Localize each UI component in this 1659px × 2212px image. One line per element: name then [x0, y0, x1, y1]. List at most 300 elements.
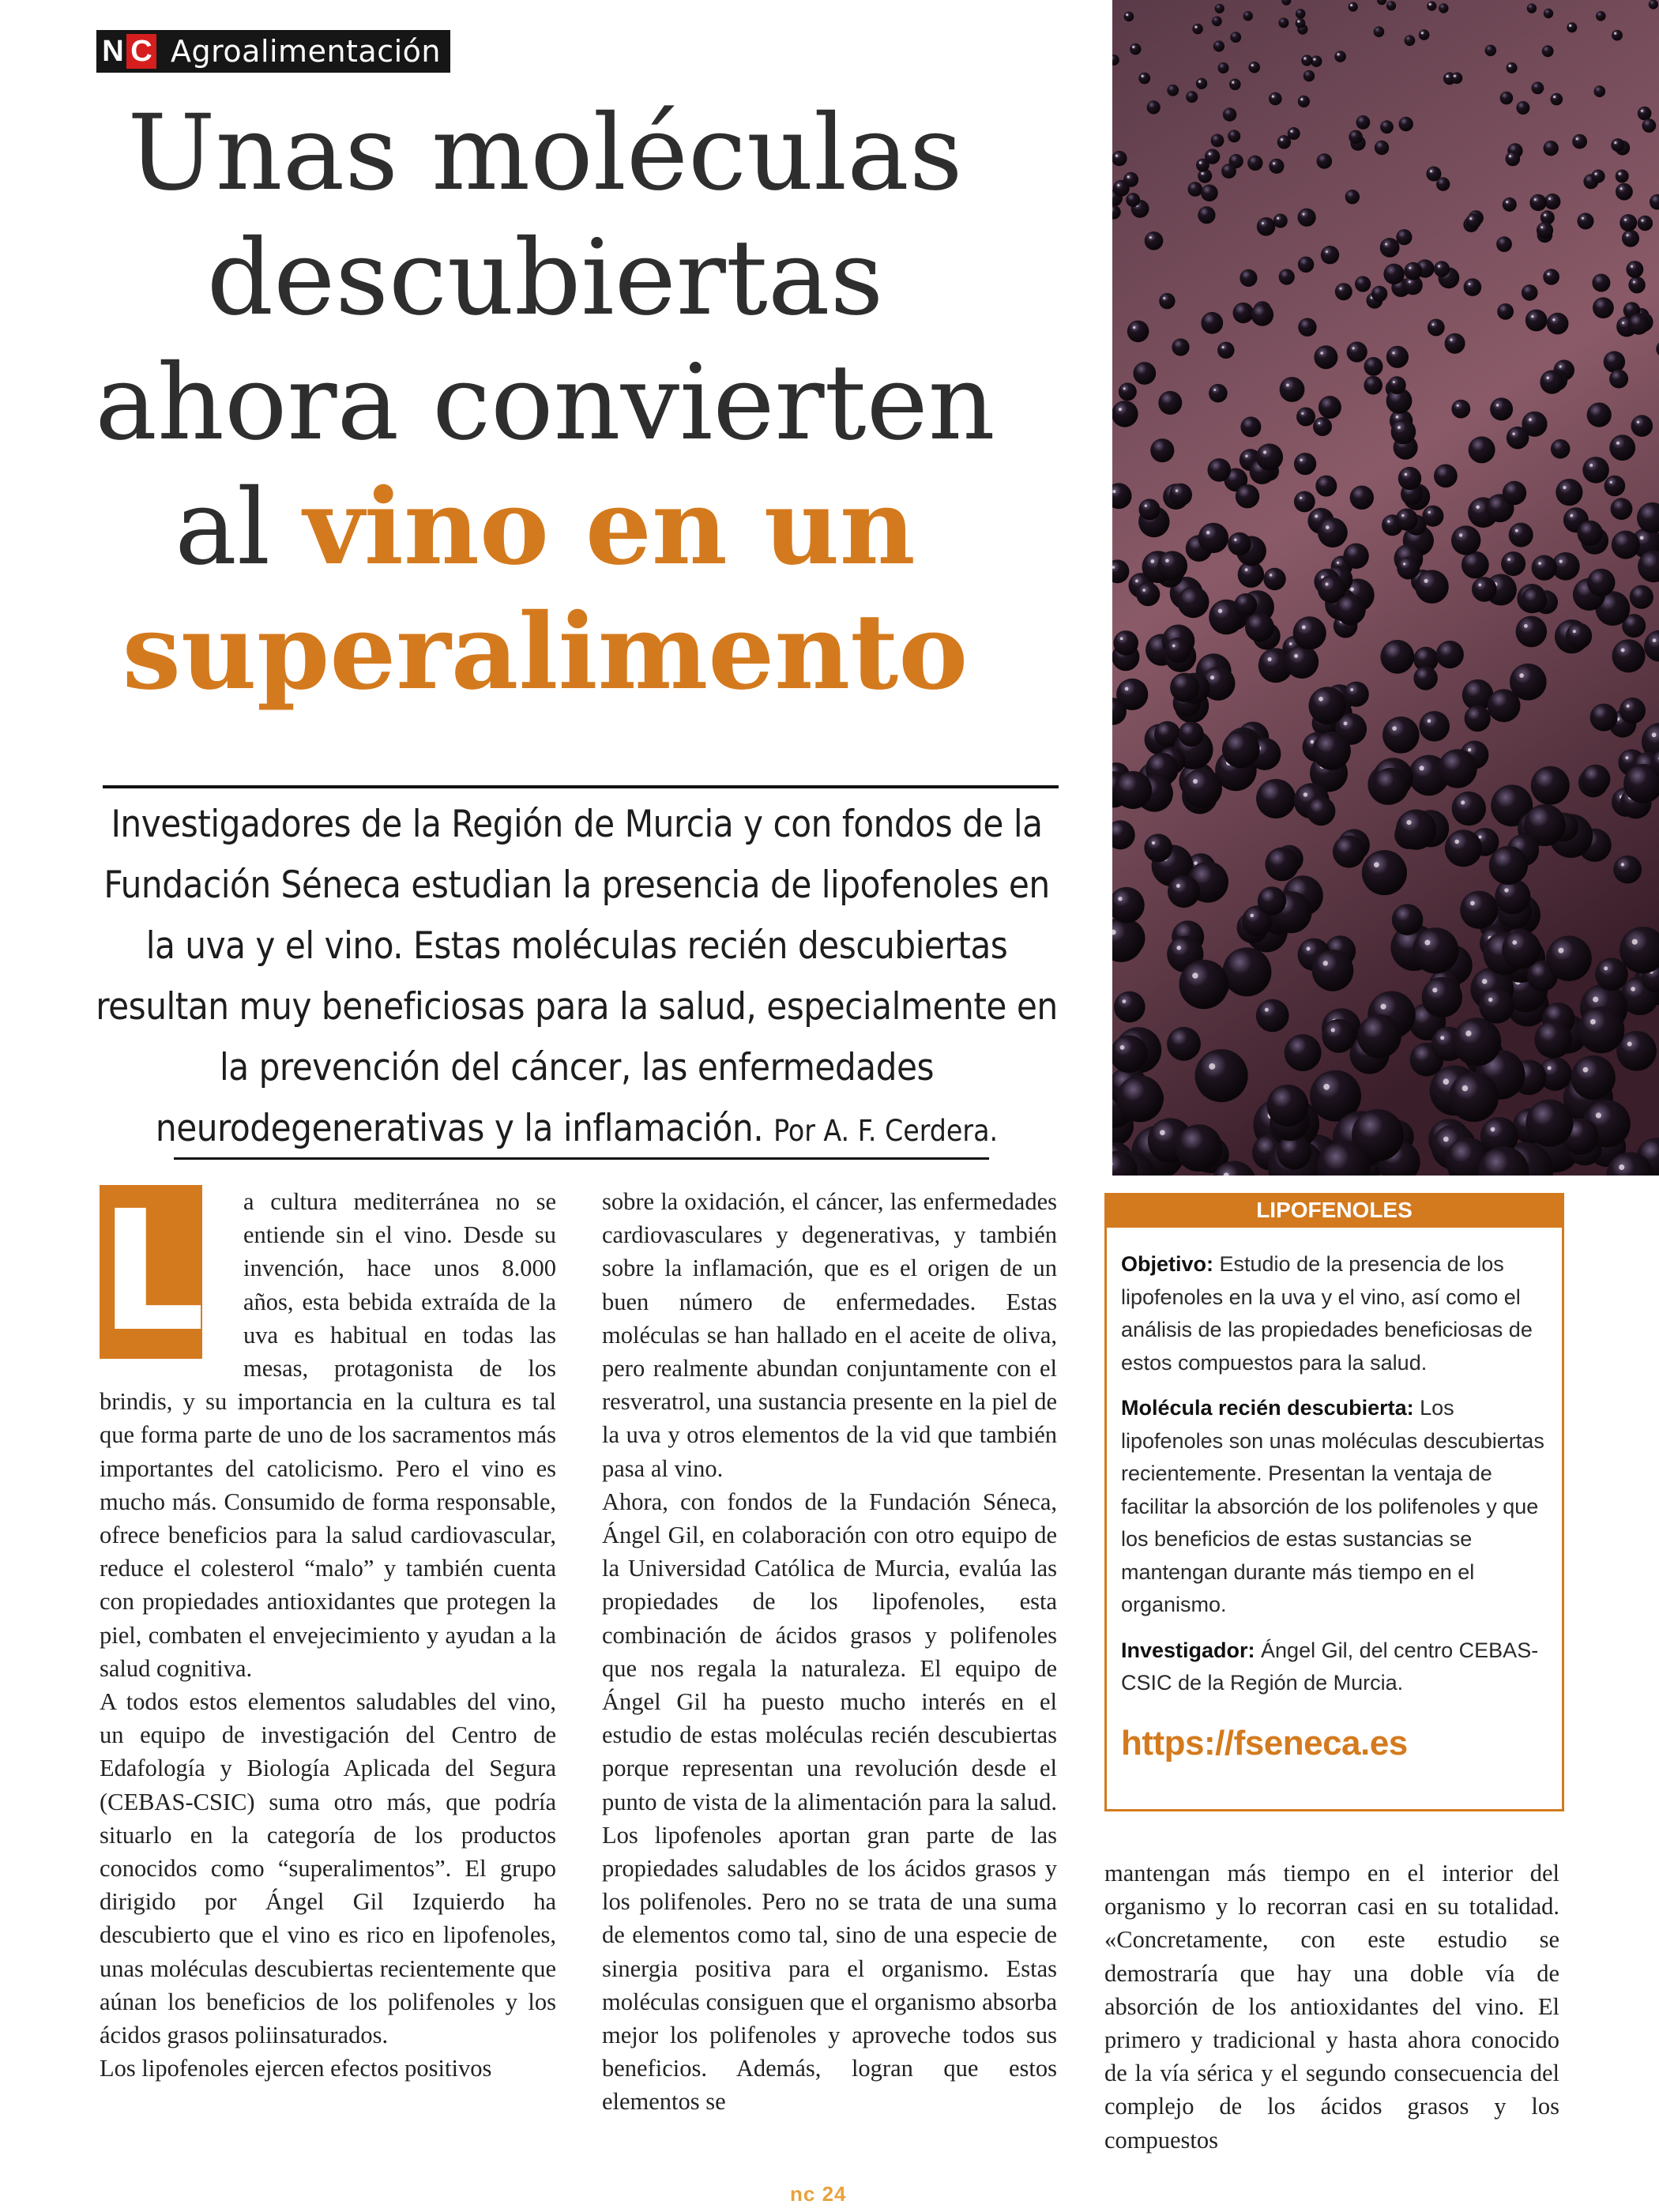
grape-berry [1113, 630, 1138, 656]
grape-berry [1529, 194, 1546, 211]
grape-berry [1357, 1014, 1401, 1059]
grape-berry [1147, 100, 1161, 114]
grape-highlight [1265, 1008, 1269, 1012]
grape-berry [1419, 29, 1430, 40]
grape-berry [1396, 810, 1436, 850]
grape-berry [1582, 457, 1609, 483]
grape-berry [1233, 303, 1254, 323]
grape-berry [1592, 274, 1610, 292]
grape-berry [1590, 704, 1618, 732]
grape-berry [1240, 416, 1261, 437]
objective-label: Objetivo: [1121, 1252, 1214, 1276]
grape-berry [1567, 22, 1577, 32]
grape-berry [1265, 848, 1299, 882]
grape-highlight [1115, 155, 1118, 157]
grape-highlight [1286, 384, 1289, 387]
grape-highlight [1142, 589, 1146, 592]
grape-berry [1638, 107, 1652, 121]
col3-paragraph-1: mantengan más tiempo en el interior del organismo y lo recorran casi en su totalidad. «Concretamente, con este estudio se demostraría que hay una doble vía de absorción de los antioxidantes del vino. El primero y tradicional y hasta ahora conocido de la vía sérica y el segundo consecuencia del complejo de los ácidos grasos y los compuestos [1104, 1860, 1559, 2154]
grape-highlight [1320, 352, 1323, 355]
grape-berry [1413, 927, 1458, 973]
body-column-2 [602, 1185, 1057, 2119]
grape-berry [1139, 498, 1161, 520]
grape-berry [1509, 523, 1533, 547]
brand-n: N [102, 34, 124, 68]
grape-highlight [1570, 514, 1573, 517]
grape-highlight [1232, 81, 1234, 84]
grape-berry [1113, 180, 1130, 197]
grape-highlight [1559, 560, 1563, 563]
grape-berry [1298, 318, 1316, 337]
grape-highlight [1619, 1164, 1624, 1170]
grape-highlight [1491, 1127, 1495, 1132]
grape-berry [1298, 96, 1310, 107]
grape-berry [1222, 731, 1260, 769]
grape-berry [1144, 833, 1172, 862]
grape-highlight [1323, 1084, 1330, 1090]
grape-berry [1126, 193, 1140, 207]
grape-highlight [1589, 464, 1593, 467]
page-folio: nc 24 [790, 2182, 847, 2206]
grape-highlight [1209, 1063, 1215, 1070]
grape-berry [1522, 587, 1548, 613]
info-sidebar [1104, 1193, 1564, 1811]
grape-berry [1345, 190, 1360, 204]
grape-highlight [1112, 490, 1115, 493]
grape-highlight [1590, 1019, 1596, 1025]
grape-berry [1502, 930, 1540, 969]
grape-highlight [1529, 418, 1532, 421]
grape-berry [1503, 481, 1526, 505]
grape-highlight [1552, 318, 1555, 321]
grape-berry [1596, 11, 1606, 21]
grape-berry [1591, 170, 1604, 183]
sidebar-title: LIPOFENOLES [1107, 1193, 1562, 1228]
grape-highlight [1294, 654, 1298, 658]
grape-berry [1371, 286, 1387, 302]
grape-berry [1188, 182, 1203, 197]
grape-highlight [1165, 559, 1169, 562]
grape-berry [1578, 521, 1603, 546]
grape-highlight [1559, 365, 1562, 367]
grape-highlight [1352, 347, 1355, 349]
grape-berry [1392, 904, 1424, 935]
grape-highlight [1512, 940, 1517, 945]
grape-berry [1397, 557, 1420, 580]
grape-highlight [1315, 515, 1318, 518]
grape-highlight [1620, 187, 1623, 190]
grape-berry [1405, 35, 1416, 46]
body-column-1 [100, 1175, 556, 2085]
grape-highlight [1251, 64, 1254, 66]
grape-berry [1245, 613, 1274, 642]
grape-highlight [1319, 697, 1323, 702]
grape-berry [1170, 673, 1199, 702]
grape-highlight [1457, 404, 1459, 407]
grape-highlight [1430, 170, 1432, 172]
sidebar-researcher [1121, 1635, 1548, 1700]
grape-highlight [1642, 220, 1644, 222]
researcher-text: Ángel Gil, del centro CEBAS-CSIC de la Región de Murcia. [1121, 1638, 1539, 1695]
grape-berry [1604, 351, 1625, 372]
grape-highlight [1406, 820, 1411, 825]
grape-highlight [1245, 455, 1247, 457]
grape-berry [1280, 377, 1305, 402]
grape-highlight [1440, 1036, 1444, 1040]
grape-highlight [1290, 130, 1292, 133]
grape-highlight [1632, 939, 1638, 945]
grape-berry [1546, 935, 1592, 981]
grape-berry [1516, 101, 1529, 115]
grape-highlight [1616, 442, 1620, 445]
grape-berry [1445, 830, 1482, 867]
grape-berry [1349, 130, 1363, 145]
grape-highlight [1313, 58, 1315, 61]
grape-highlight [1563, 486, 1566, 489]
grape-berry [1628, 276, 1645, 293]
grape-berry [1195, 1049, 1248, 1102]
grape-berry [1386, 346, 1409, 368]
grape-berry [1334, 51, 1346, 62]
grape-berry [1217, 342, 1234, 359]
grape-highlight [1300, 98, 1303, 100]
grape-highlight [1302, 626, 1306, 630]
grape-highlight [1428, 511, 1431, 514]
grape-highlight [1596, 1112, 1601, 1118]
grape-berry [1317, 153, 1333, 169]
grape-highlight [1222, 346, 1224, 348]
grape-highlight [1614, 141, 1616, 144]
grape-highlight [1218, 609, 1222, 613]
grape-highlight [1409, 267, 1411, 269]
grape-berry [1315, 476, 1337, 497]
grape-highlight [1307, 947, 1311, 951]
grape-highlight [1337, 562, 1339, 564]
grape-highlight [1627, 1042, 1632, 1047]
grape-highlight [1531, 315, 1533, 318]
grape-highlight [1340, 288, 1342, 290]
grape-berry [1298, 209, 1316, 227]
grape-highlight [1350, 688, 1353, 691]
grape-berry [1209, 384, 1228, 403]
grape-highlight [1652, 732, 1657, 737]
grape-berry [1526, 1100, 1574, 1147]
col1-paragraph-3: Los lipofenoles ejercen efectos positivos [100, 2055, 492, 2082]
grape-berry [1609, 434, 1635, 461]
grape-berry [1452, 792, 1486, 826]
grape-highlight [1387, 521, 1390, 523]
grape-highlight [1396, 416, 1399, 419]
grape-berry [1436, 641, 1464, 668]
grape-highlight [1504, 888, 1508, 892]
grape-highlight [1553, 96, 1556, 98]
grape-berry [1228, 130, 1240, 142]
grape-berry [1293, 616, 1326, 649]
body-column-3 [1104, 1856, 1559, 2157]
grape-berry [1489, 846, 1528, 885]
grape-highlight [1331, 1028, 1335, 1032]
grape-highlight [1206, 531, 1210, 535]
headline [79, 91, 1011, 715]
grape-highlight [1614, 32, 1616, 35]
grape-berry [1415, 570, 1449, 604]
grape-highlight [1583, 1067, 1589, 1073]
grape-berry [1211, 134, 1224, 148]
grape-highlight [1462, 1085, 1469, 1092]
grape-berry [1642, 118, 1657, 133]
grape-berry [1556, 479, 1582, 506]
grape-highlight [1627, 234, 1629, 236]
grape-highlight [1393, 381, 1395, 383]
grape-berry [1356, 115, 1371, 130]
grape-highlight [1576, 137, 1578, 140]
grape-berry [1179, 960, 1229, 1010]
grape-berry [1176, 1124, 1223, 1172]
grape-berry [1294, 453, 1316, 475]
grape-highlight [1534, 198, 1537, 201]
molecule-text: Los lipofenoles son unas moléculas descubiertas recientemente. Presentan la ventaja de facilitar la absorción de los polifenoles y que los beneficios de estas sustancias se mantengan durante más tiempo en el organismo. [1121, 1396, 1544, 1616]
grape-highlight [1350, 588, 1354, 592]
grape-highlight [1344, 721, 1348, 725]
grape-highlight [1323, 961, 1328, 965]
grape-berry [1304, 70, 1315, 81]
grape-berry [1158, 391, 1182, 415]
grape-highlight [1515, 529, 1518, 532]
grape-highlight [1326, 250, 1328, 253]
headline-accent-2: superalimento [122, 591, 969, 713]
grape-berry [1631, 415, 1653, 437]
grape-highlight [1582, 217, 1584, 220]
grape-berry [1451, 525, 1480, 555]
grape-highlight [1405, 473, 1408, 476]
grape-highlight [1273, 162, 1275, 164]
grape-highlight [1424, 940, 1430, 946]
grape-berry [1294, 491, 1315, 513]
grape-berry [1386, 1, 1396, 10]
grape-berry [1451, 400, 1470, 419]
sidebar-molecule [1121, 1392, 1548, 1622]
grape-highlight [1281, 138, 1283, 141]
grape-berry [1198, 523, 1228, 553]
grape-berry [1236, 484, 1259, 508]
grape-highlight [1421, 32, 1424, 34]
grape-highlight [1461, 800, 1465, 804]
grape-highlight [1176, 490, 1178, 492]
grape-berry [1267, 1085, 1309, 1127]
grape-highlight [1118, 897, 1122, 901]
grape-berry [1312, 950, 1354, 991]
grape-berry [1335, 283, 1352, 300]
grape-berry [1428, 319, 1445, 337]
grape-berry [1611, 138, 1624, 152]
grape-berry [1472, 577, 1497, 602]
grape-highlight [1625, 756, 1628, 759]
grape-berry [1434, 465, 1458, 488]
grape-berry [1547, 313, 1569, 335]
grape-berry [1594, 85, 1606, 97]
subhead [95, 794, 1059, 1161]
grape-berry [1544, 194, 1560, 209]
grape-berry [1419, 711, 1450, 742]
headline-line-4 [79, 465, 1011, 590]
grape-berry [1396, 509, 1418, 531]
molecule-label: Molécula recién descubierta: [1121, 1396, 1414, 1420]
grape-berry [1296, 9, 1306, 19]
grape-berry [1613, 856, 1642, 884]
grape-highlight [1631, 987, 1635, 991]
grape-highlight [1443, 1137, 1449, 1142]
grape-highlight [1507, 558, 1510, 561]
grape-highlight [1318, 422, 1320, 424]
grape-berry [1404, 262, 1422, 280]
grape-berry [1382, 717, 1420, 754]
grape-highlight [1488, 998, 1492, 1002]
grape-highlight [1132, 46, 1134, 48]
col2-paragraph-1: sobre la oxidación, el cáncer, las enfermedades cardiovasculares y degenerativas, y también sobre la inflamación, que es el origen de un buen número de enfermedades. Estas moléculas se han hallado en el aceite de oliva, pero realmente abundan conjuntamente con el resveratrol, una sustancia presente en la piel de la uva y otros elementos de la vid que también pasa al vino. [602, 1188, 1057, 1482]
grape-berry [1544, 141, 1559, 156]
grape-highlight [1150, 559, 1154, 563]
grape-highlight [1459, 533, 1462, 536]
grape-berry [1222, 947, 1271, 996]
grape-highlight [1538, 562, 1541, 565]
grape-berry [1256, 779, 1296, 818]
grape-highlight [1465, 1030, 1471, 1036]
grape-berry [1307, 797, 1335, 826]
grape-highlight [1627, 705, 1630, 708]
grape-highlight [1117, 184, 1119, 186]
grape-highlight [1621, 649, 1625, 653]
grape-berry [1221, 164, 1236, 179]
grape-highlight [1595, 173, 1597, 175]
grape-highlight [1145, 505, 1147, 507]
grape-berry [1169, 483, 1192, 506]
grape-highlight [1548, 198, 1551, 200]
grape-berry [1223, 107, 1236, 121]
grape-berry [1201, 312, 1223, 334]
grape-berry [1167, 85, 1179, 96]
headline-line-2: descubiertas [206, 217, 884, 339]
grape-berry [1380, 120, 1394, 134]
grape-berry [1537, 222, 1553, 239]
grape-berry [1178, 586, 1209, 618]
grape-berry [1649, 0, 1658, 9]
grape-berry [1372, 768, 1409, 804]
grape-highlight [1160, 1130, 1165, 1135]
grape-highlight [1438, 265, 1440, 268]
grape-highlight [1610, 481, 1612, 483]
grape-berry [1138, 73, 1150, 85]
grape-highlight [1544, 214, 1546, 216]
grape-highlight [1450, 339, 1452, 341]
grape-berry [1413, 666, 1437, 690]
grape-berry [1566, 623, 1592, 649]
grape-berry [1208, 458, 1232, 482]
brand-c: C [126, 34, 156, 69]
grape-berry [1269, 159, 1284, 174]
grape-highlight [1403, 562, 1405, 565]
grape-berry [1168, 875, 1200, 908]
grape-berry [1453, 1018, 1501, 1066]
grape-berry [1479, 988, 1514, 1024]
fseneca-link[interactable]: https://fseneca.es [1121, 1723, 1408, 1762]
grape-berry [1309, 687, 1347, 724]
grape-highlight [1126, 13, 1128, 16]
grape-berry [1296, 408, 1315, 427]
grape-berry [1364, 357, 1383, 376]
grape-berry [1314, 345, 1337, 369]
grape-highlight [1300, 497, 1302, 499]
grape-berry [1396, 229, 1412, 245]
headline-plain-word: al [175, 467, 304, 589]
col1-paragraph-2: A todos estos elementos saludables del vino, un equipo de investigación del Centro de Edafología y Biología Aplicada del Segura (CEBAS-CSIC) suma otro más, que podría situarlo en la categoría de los productos conocidos como “superalimentos”. El grupo dirigido por Ángel Gil Izquierdo ha descubierto que el vino es rico en lipofenoles, unas moléculas descubiertas recientemente que aúnan los beneficios de los polifenoles y los ácidos grasos poliinsaturados. [100, 1688, 556, 2049]
grape-berry [1344, 682, 1369, 707]
grape-berry [1604, 476, 1626, 497]
grape-berry [1258, 886, 1286, 915]
grape-berry [1638, 216, 1653, 231]
grape-berry [1296, 18, 1306, 28]
grape-highlight [1424, 579, 1428, 583]
grape-berry [1228, 532, 1251, 556]
grape-berry [1439, 3, 1448, 13]
grape-berry [1578, 213, 1594, 229]
grape-highlight [1262, 222, 1264, 224]
grape-highlight [1120, 1045, 1125, 1050]
grape-berry [1179, 721, 1204, 747]
grape-highlight [1163, 297, 1165, 299]
grape-highlight [1268, 657, 1272, 661]
grape-berry [1321, 246, 1339, 264]
grape-berry [1531, 766, 1570, 805]
grape-berry [1436, 177, 1450, 190]
grape-berry [1503, 198, 1517, 212]
subhead-top-rule [103, 785, 1059, 788]
grape-berry [1312, 732, 1351, 770]
grape-berry [1234, 593, 1257, 616]
grape-berry [1383, 264, 1404, 284]
grape-berry [1165, 638, 1191, 663]
grape-berry [1630, 585, 1653, 609]
grape-berry [1464, 278, 1482, 296]
grape-berry [1501, 551, 1525, 576]
grape-highlight [1300, 459, 1302, 461]
grape-berry [1335, 595, 1366, 626]
grape-berry [1362, 850, 1407, 895]
grape-highlight [1176, 884, 1180, 888]
grape-berry [1593, 297, 1614, 318]
grape-berry [1186, 91, 1198, 103]
grape-highlight [1622, 322, 1624, 324]
grape-highlight [1272, 96, 1274, 98]
grape-highlight [1506, 201, 1508, 203]
grape-highlight [1149, 236, 1152, 239]
grape-highlight [1468, 748, 1471, 751]
grape-berry [1462, 551, 1489, 579]
grape-highlight [1443, 1078, 1450, 1085]
grape-highlight [1385, 243, 1387, 246]
grape-berry [1230, 32, 1241, 43]
grape-highlight [1429, 3, 1431, 6]
grape-berry [1496, 236, 1512, 252]
grape-highlight [1202, 172, 1204, 175]
grape-berry [1355, 276, 1371, 292]
grape-highlight [1432, 323, 1435, 325]
grape-highlight [1604, 966, 1608, 970]
grape-berry [1612, 639, 1645, 672]
grape-berry [1398, 467, 1421, 490]
grape-berry [1247, 156, 1262, 171]
grape-highlight [1263, 450, 1266, 453]
grape-highlight [1478, 584, 1481, 587]
